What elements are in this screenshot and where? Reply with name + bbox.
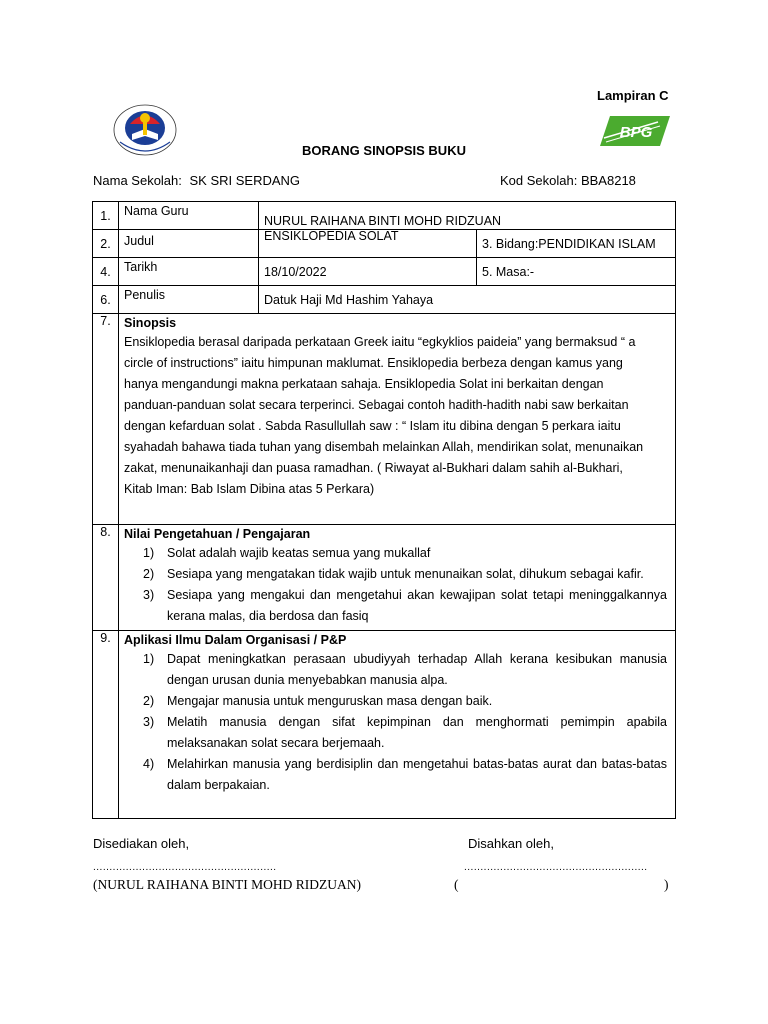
title-label: Judul [119,230,259,258]
synopsis-line: Ensiklopedia berasal daripada perkataan Greek iaitu “egkyklios paideia” yang bermaksud “ a [124,335,636,349]
synopsis-line: zakat, menunaikanhaji dan puasa ramadhan. ( Riwayat al-Bukhari dalam sahih al-Bukhari, [124,461,623,475]
school-name-label: Nama Sekolah: [93,173,182,188]
synopsis-line: panduan-panduan solat secara terperinci. Sebagai contoh hadith-hadith nabi saw berkaitan [124,398,629,412]
title-value: ENSIKLOPEDIA SOLAT [259,230,477,258]
author-label: Penulis [119,286,259,314]
row-number: 8. [93,525,119,631]
synopsis-line: syahadah bahawa tiada tuhan yang disembah melainkan Allah, mendirikan solat, menunaikan [124,440,644,454]
prepared-signature-line: ........................................................ [93,862,277,873]
synopsis-line: circle of instructions” iaitu himpunan maklumat. Ensiklopedia berbeza dengan kamus yang [124,356,623,370]
row-date [93,258,676,286]
row-number: 4. [93,258,119,286]
values-list [119,543,675,627]
synopsis-cell [119,314,676,525]
teacher-value: NURUL RAIHANA BINTI MOHD RIDZUAN [259,202,676,230]
values-title: Nilai Pengetahuan / Pengajaran [124,527,311,541]
synopsis-line: hanya mengandungi makna perkataan sahaja. Ensiklopedia Solat ini berkaitan dengan [124,377,604,391]
approved-signature-line: ........................................................ [464,862,648,873]
date-label: Tarikh [119,258,259,286]
row-title [93,230,676,258]
application-list [119,649,675,796]
synopsis-line: dengan kefarduan solat . Sabda Rasullullah saw : “ Islam itu dibina dengan 5 perkara iaitu [124,419,621,433]
row-teacher [93,202,676,230]
school-name-value: SK SRI SERDANG [189,173,301,188]
list-item: 4) Melahirkan manusia yang berdisiplin dan mengetahui batas-batas aurat dan batas-batas dalam berpakaian. [143,757,667,792]
approved-by-label: Disahkan oleh, [468,836,554,851]
list-item: 2) Sesiapa yang mengatakan tidak wajib untuk menunaikan solat, dihukum sebagai kafir. [143,567,644,581]
date-value: 18/10/2022 [259,258,477,286]
bpg-logo-text: BPG [619,124,653,141]
prepared-by-label: Disediakan oleh, [93,836,190,851]
list-item: 3) Melatih manusia dengan sifat kepimpinan dan menghormati pemimpin apabila melaksanakan solat secara berjemaah. [143,715,667,750]
form-title: BORANG SINOPSIS BUKU [302,143,466,158]
approved-name-close-paren: ) [664,877,669,892]
row-number: 6. [93,286,119,314]
school-code-label: Kod Sekolah: [500,173,578,188]
row-number: 7. [93,314,119,525]
row-application [93,631,676,819]
synopsis-form-table [92,201,676,819]
row-synopsis [93,314,676,525]
list-item: 3) Sesiapa yang mengakui dan mengetahui akan kewajipan solat tetapi meninggalkannya kerana malas, dia berdosa dan fasiq [143,588,667,623]
field-value: 3. Bidang:PENDIDIKAN ISLAM [477,230,676,258]
row-number: 9. [93,631,119,819]
synopsis-line: Kitab Iman: Bab Islam Dibina atas 5 Perkara) [124,482,375,496]
prepared-by-name: (NURUL RAIHANA BINTI MOHD RIDZUAN) [93,877,361,892]
duration-value: 5. Masa:- [477,258,676,286]
school-code-value: BBA8218 [580,173,636,188]
application-cell [119,631,676,819]
list-item: 1) Dapat meningkatkan perasaan ubudiyyah terhadap Allah kerana kesibukan manusia dengan urusan dunia menyebabkan manusia alpa. [143,652,667,687]
lampiran-label: Lampiran C [597,88,669,103]
school-name [93,173,300,188]
row-values [93,525,676,631]
teacher-label: Nama Guru [119,202,259,230]
row-number: 2. [93,230,119,258]
synopsis-title: Sinopsis [124,316,177,330]
synopsis-text [119,332,675,500]
school-code [500,173,636,188]
author-value: Datuk Haji Md Hashim Yahaya [259,286,676,314]
list-item: 1) Solat adalah wajib keatas semua yang mukallaf [143,546,431,560]
values-cell [119,525,676,631]
list-item: 2) Mengajar manusia untuk menguruskan masa dengan baik. [143,694,493,708]
row-number: 1. [93,202,119,230]
application-title: Aplikasi Ilmu Dalam Organisasi / P&P [124,633,347,647]
row-author [93,286,676,314]
approved-name-open-paren: ( [454,877,459,892]
